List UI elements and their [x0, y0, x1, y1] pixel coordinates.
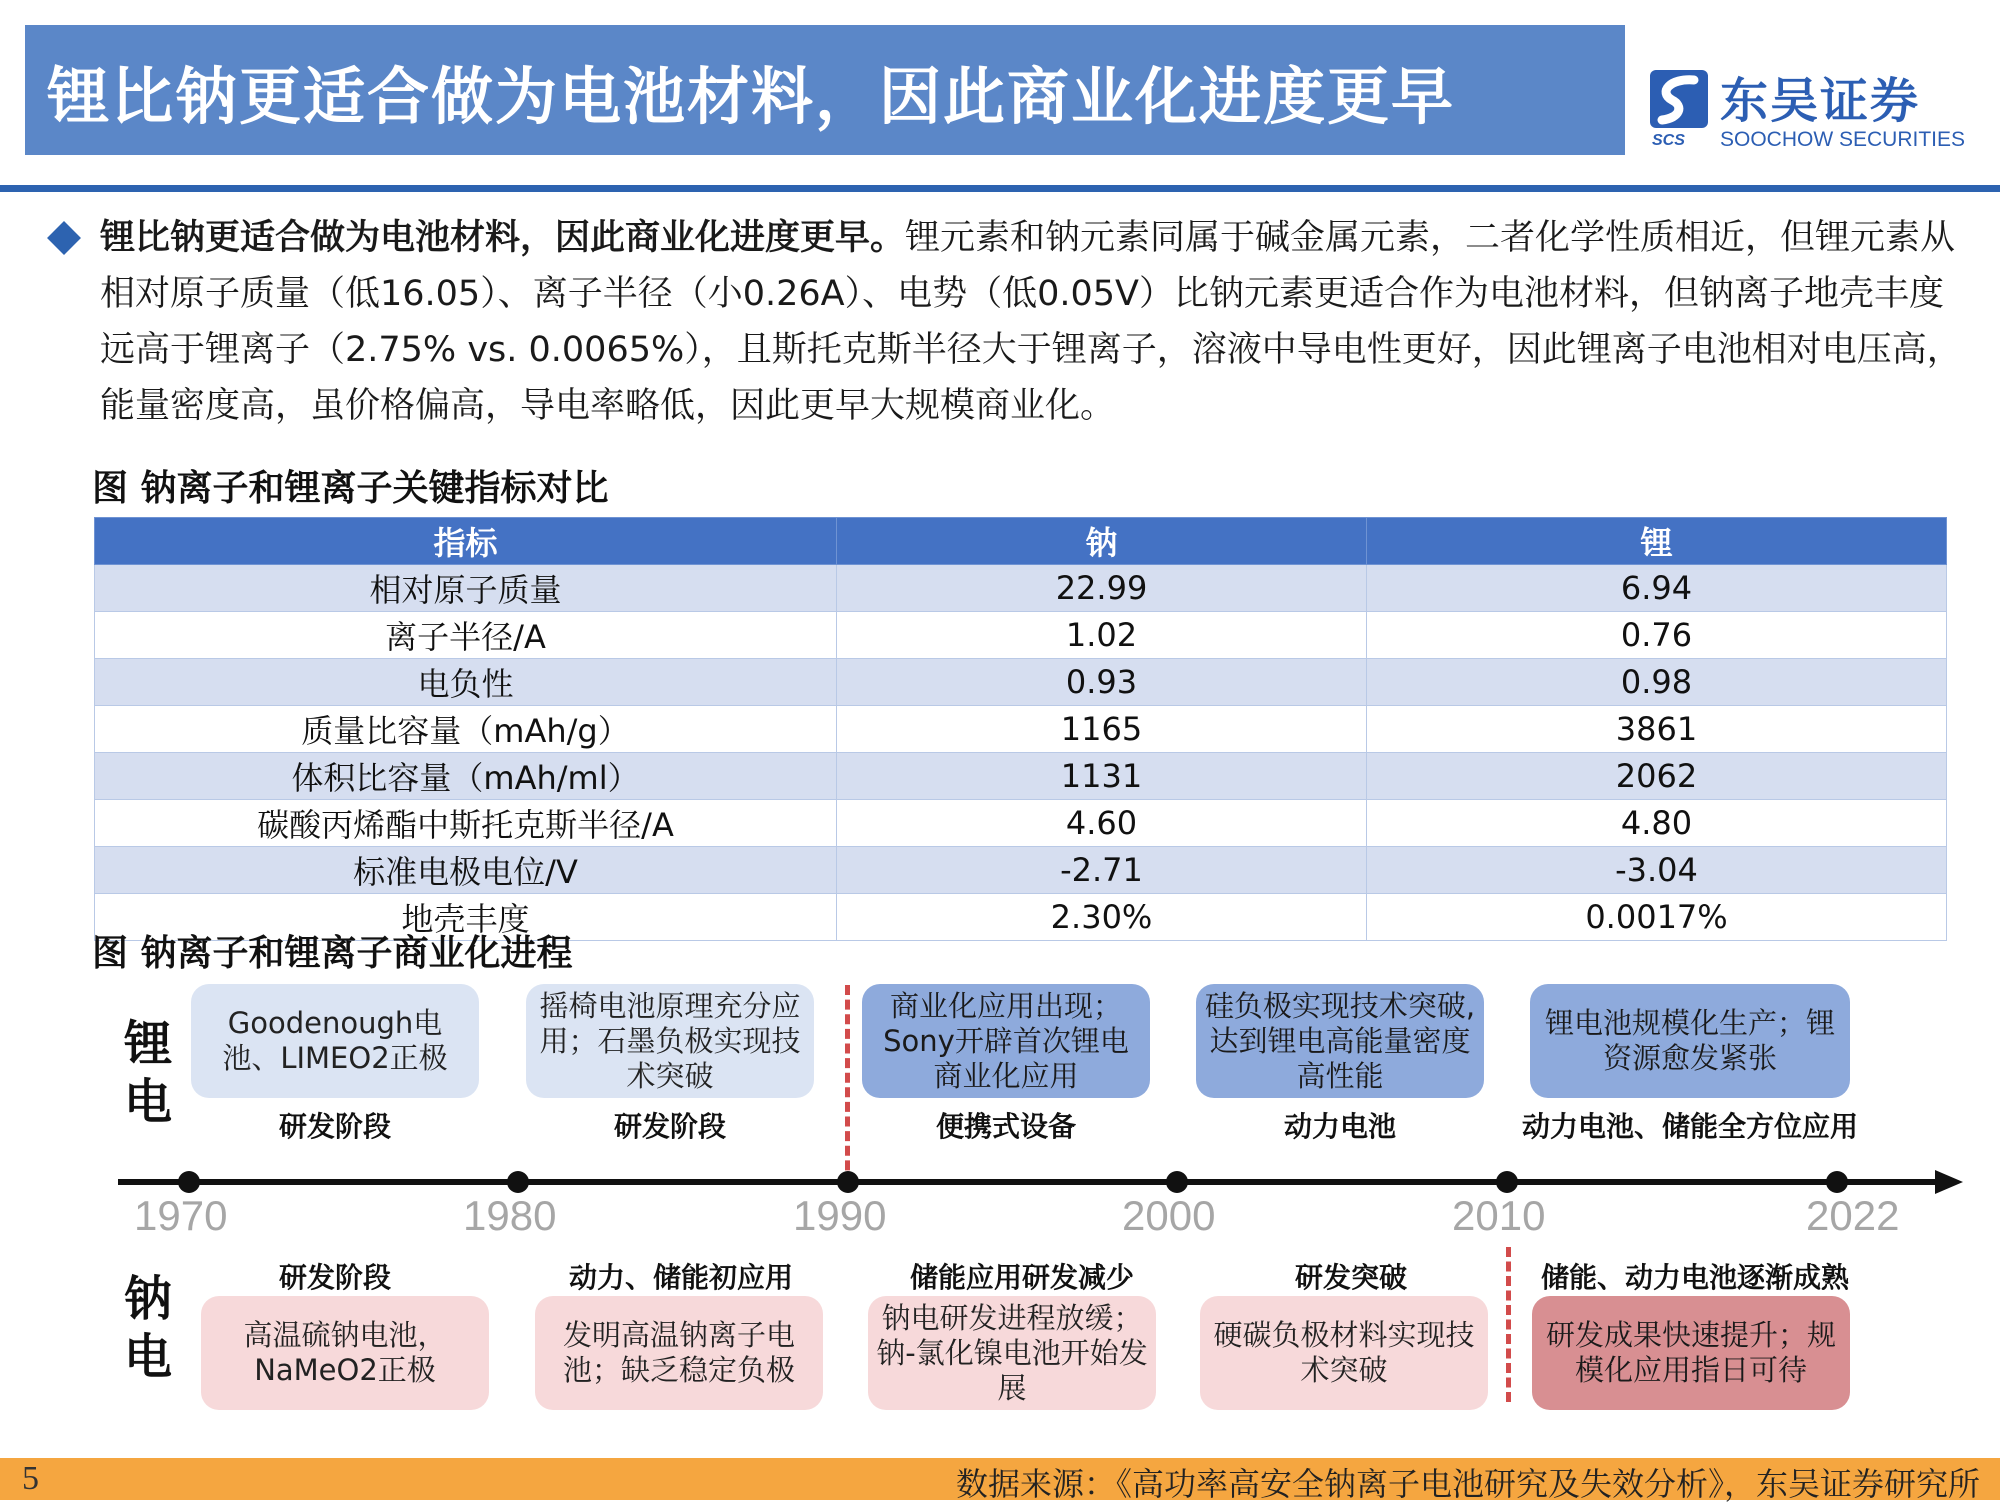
sodium-cell: 1.02: [837, 612, 1367, 659]
table-caption: 图 钠离子和锂离子关键指标对比: [92, 468, 609, 509]
lithium-stage-label: 研发阶段: [613, 1110, 726, 1143]
title-bar: [25, 25, 1625, 155]
lithium-cell: 4.80: [1367, 800, 1947, 847]
table-row: [95, 706, 1947, 753]
sodium-row-label: [118, 1270, 178, 1386]
page-title: 锂比钠更适合做为电池材料，因此商业化进度更早: [47, 60, 1456, 133]
sodium-cell: 0.93: [837, 659, 1367, 706]
metric-cell: 质量比容量（mAh/g）: [95, 706, 837, 753]
metric-cell: 地壳丰度: [95, 894, 837, 941]
lithium-cell: 0.76: [1367, 612, 1947, 659]
era-divider-dashed-line: [1506, 1247, 1511, 1402]
lithium-milestone-box: 摇椅电池原理充分应用；石墨负极实现技术突破: [526, 984, 814, 1098]
timeline-axis: [118, 1179, 1943, 1185]
data-source: 数据来源：《高功率高安全钠离子电池研究及失效分析》，东吴证券研究所: [955, 1465, 1980, 1503]
metric-cell: 相对原子质量: [95, 565, 837, 612]
sodium-stage-label: 储能、动力电池逐渐成熟: [1540, 1261, 1849, 1294]
sodium-milestone-box: 发明高温钠离子电池；缺乏稳定负极: [535, 1296, 823, 1410]
sodium-cell: 2.30%: [837, 894, 1367, 941]
year-label: 1980: [463, 1192, 557, 1239]
table-row: [95, 800, 1947, 847]
lithium-milestone-box: 锂电池规模化生产；锂资源愈发紧张: [1530, 984, 1850, 1098]
header-divider: [0, 185, 2000, 192]
sodium-cell: 4.60: [837, 800, 1367, 847]
intro-body: 锂元素和钠元素同属于碱金属元素，二者化学性质相近，但锂元素从相对原子质量（低16.05）、离子半径（小0.26A）、电势（低0.05V）比钠元素更适合作为电池材料，但钠离子地壳丰度远高于锂离子（2.75% vs. 0.0065%），且斯托克斯半径大于锂离子，溶液中导电性更好，因此锂离子电池相对电压高，能量密度高，虽价格偏高，导电率略低，因此更早大规模商业化。: [100, 218, 1962, 426]
lithium-milestone-box: 商业化应用出现；Sony开辟首次锂电商业化应用: [862, 984, 1150, 1098]
table-row: [95, 612, 1947, 659]
lithium-milestone-box: 硅负极实现技术突破,达到锂电高能量密度高性能: [1196, 984, 1484, 1098]
year-marker-dot: [178, 1171, 200, 1193]
table-header-row: [95, 518, 1947, 565]
sodium-cell: 1131: [837, 753, 1367, 800]
lithium-stage-label: 便携式设备: [935, 1110, 1076, 1143]
lithium-stage-label: 研发阶段: [278, 1110, 391, 1143]
company-logo: [1650, 62, 1966, 162]
year-marker-dot: [1166, 1171, 1188, 1193]
table-row: [95, 565, 1947, 612]
sodium-stage-label: 动力、储能初应用: [568, 1261, 793, 1294]
sodium-label-char: 钠: [123, 1271, 172, 1327]
year-label: 2022: [1806, 1192, 1900, 1239]
year-marker-dot: [837, 1171, 859, 1193]
logo-abbreviation: SCS: [1652, 132, 1685, 149]
lithium-stage-label: 动力电池: [1283, 1110, 1396, 1143]
column-header-sodium: 钠: [837, 518, 1367, 565]
year-marker-dot: [507, 1171, 529, 1193]
lithium-cell: 2062: [1367, 753, 1947, 800]
column-header-metric: 指标: [95, 518, 837, 565]
timeline-caption: 图 钠离子和锂离子商业化进程: [92, 933, 573, 974]
year-label: 1970: [134, 1192, 228, 1239]
year-label: 2000: [1122, 1192, 1216, 1239]
table-row: [95, 659, 1947, 706]
comparison-table: [94, 517, 1947, 941]
logo-chinese-name: 东吴证券: [1720, 73, 1921, 129]
sodium-milestone-box: 研发成果快速提升；规模化应用指日可待: [1532, 1296, 1850, 1410]
page-number: 5: [22, 1460, 39, 1497]
year-marker-dot: [1826, 1171, 1848, 1193]
sodium-label-char: 电: [123, 1329, 172, 1385]
table-row: [95, 753, 1947, 800]
sodium-cell: 22.99: [837, 565, 1367, 612]
lithium-cell: 6.94: [1367, 565, 1947, 612]
column-header-lithium: 锂: [1367, 518, 1947, 565]
lithium-cell: 0.98: [1367, 659, 1947, 706]
year-label: 1990: [793, 1192, 887, 1239]
sodium-stage-label: 研发阶段: [278, 1261, 391, 1294]
year-marker-dot: [1496, 1171, 1518, 1193]
intro-paragraph: [100, 210, 1970, 434]
year-label: 2010: [1452, 1192, 1546, 1239]
lithium-milestone-box: Goodenough电池、LIMEO2正极: [191, 984, 479, 1098]
diamond-bullet-icon: [47, 221, 81, 255]
sodium-cell: -2.71: [837, 847, 1367, 894]
lithium-cell: -3.04: [1367, 847, 1947, 894]
lithium-cell: 0.0017%: [1367, 894, 1947, 941]
axis-arrow-icon: [1935, 1170, 1963, 1194]
sodium-stage-label: 研发突破: [1294, 1261, 1407, 1294]
lithium-cell: 3861: [1367, 706, 1947, 753]
lithium-label-char: 锂: [123, 1016, 172, 1072]
metric-cell: 离子半径/A: [95, 612, 837, 659]
era-divider-dashed-line: [845, 985, 850, 1185]
metric-cell: 标准电极电位/V: [95, 847, 837, 894]
sodium-milestone-box: 硬碳负极材料实现技术突破: [1200, 1296, 1488, 1410]
lithium-label-char: 电: [123, 1074, 172, 1130]
metric-cell: 碳酸丙烯酯中斯托克斯半径/A: [95, 800, 837, 847]
table-row: [95, 847, 1947, 894]
metric-cell: 体积比容量（mAh/ml）: [95, 753, 837, 800]
sodium-stage-label: 储能应用研发减少: [909, 1261, 1134, 1294]
lithium-stage-label: 动力电池、储能全方位应用: [1521, 1110, 1858, 1143]
soochow-logo-icon: [1650, 70, 1708, 128]
sodium-cell: 1165: [837, 706, 1367, 753]
logo-english-name: SOOCHOW SECURITIES: [1720, 128, 1966, 151]
sodium-milestone-box: 钠电研发进程放缓；钠-氯化镍电池开始发展: [868, 1296, 1156, 1410]
footer-bar: [0, 1458, 2000, 1503]
sodium-milestone-box: 高温硫钠电池，NaMeO2正极: [201, 1296, 489, 1410]
lithium-row-label: [118, 1015, 178, 1131]
intro-lead: 锂比钠更适合做为电池材料，因此商业化进度更早。: [100, 218, 906, 258]
metric-cell: 电负性: [95, 659, 837, 706]
